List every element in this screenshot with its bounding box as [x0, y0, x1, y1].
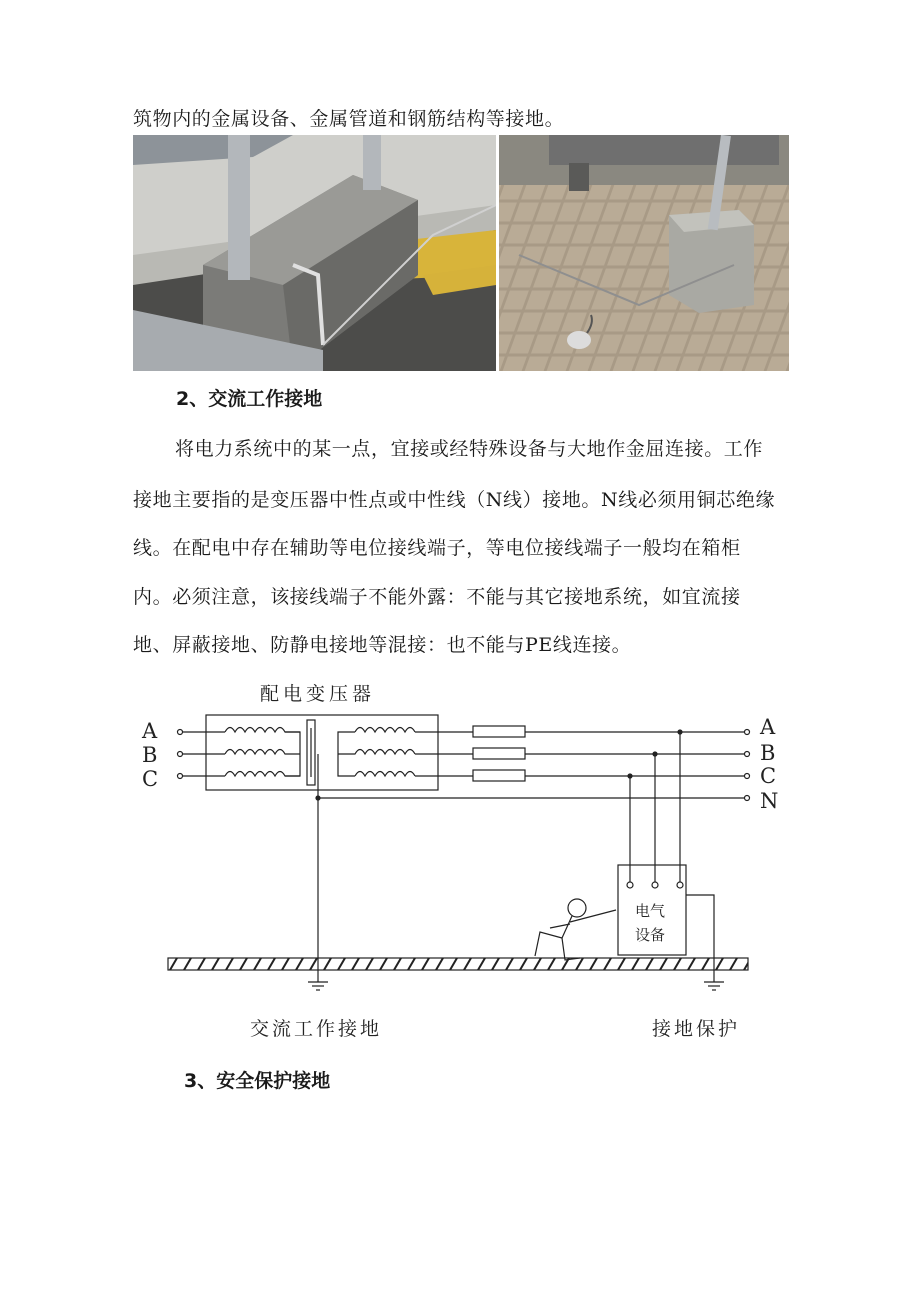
transformer-label: 配电变压器 [260, 683, 376, 705]
left-phase-a: A [142, 719, 158, 743]
section-2-heading: 2、交流工作接地 [176, 388, 323, 410]
caption-protective-ground: 接地保护 [652, 1018, 741, 1040]
right-phase-b: B [760, 741, 776, 765]
photo-concrete-block-grounding [133, 135, 496, 371]
left-phase-b: B [142, 743, 158, 767]
section-2-line-1: 将电力系统中的某一点，宜接或经特殊设备与大地作金屈连接。工作 [175, 438, 764, 460]
photo-paved-ground-block [499, 135, 789, 371]
intro-line: 筑物内的金属设备、金属管道和钢筋结构等接地。 [133, 108, 565, 130]
caption-ac-working-ground: 交流工作接地 [250, 1018, 383, 1040]
section-3-heading: 3、安全保护接地 [184, 1070, 331, 1092]
section-2-line-4: 内。必须注意，该接线端子不能外露：不能与其它接地系统，如宜流接 [133, 586, 741, 608]
section-2-line-2: 接地主要指的是变压器中性点或中性线（N线）接地。N线必须用铜芯绝缘 [133, 489, 776, 511]
right-phase-n: N [760, 789, 779, 813]
left-phase-c: C [142, 767, 159, 791]
right-phase-a: A [760, 715, 776, 739]
right-phase-c: C [760, 764, 777, 788]
section-2-line-5: 地、屏蔽接地、防静电接地等混接：也不能与PE线连接。 [133, 634, 632, 656]
device-label-1: 电气 [635, 902, 666, 920]
device-label-2: 设备 [635, 926, 666, 944]
section-2-line-3: 线。在配电中存在辅助等电位接线端子，等电位接线端子一般均在箱柜 [133, 537, 741, 559]
ac-grounding-diagram [140, 670, 780, 1055]
